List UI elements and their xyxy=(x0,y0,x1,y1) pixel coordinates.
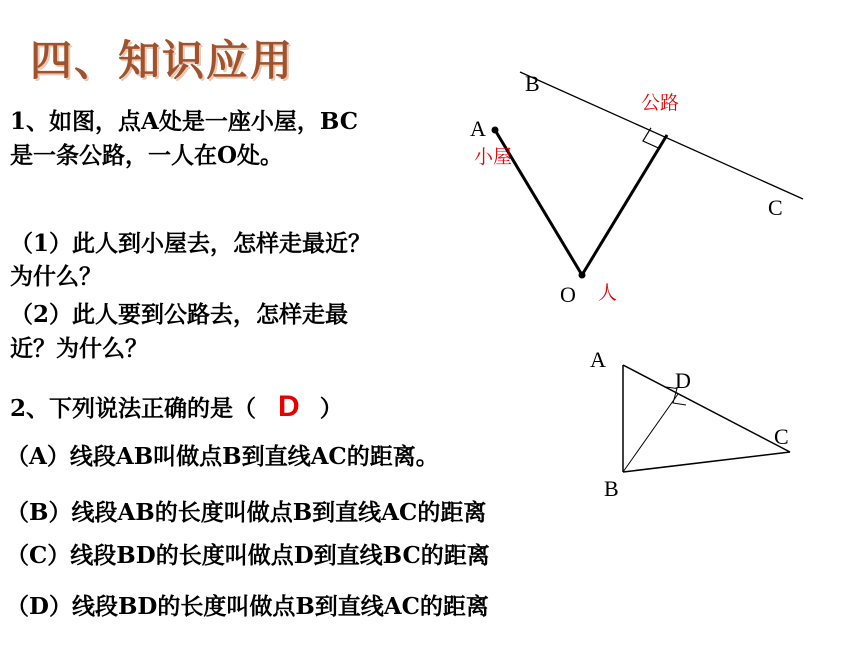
q1-sub1-line2: 为什么？ xyxy=(10,263,102,290)
fig1-house-label: 小屋 xyxy=(474,146,513,168)
q2-stem-prefix: 2、下列说法正确的是（ xyxy=(10,395,257,422)
segment-o-to-road xyxy=(582,135,667,275)
segment-ac xyxy=(623,365,790,452)
fig1-label-a: A xyxy=(470,116,486,141)
q2-option-c: （C）线段BD的长度叫做点D到直线BC的距离 xyxy=(6,542,490,569)
q2-option-a: （A）线段AB叫做点B到直线AC的距离。 xyxy=(6,443,439,470)
segment-bc xyxy=(623,452,790,472)
segment-bd xyxy=(623,394,678,472)
fig2-label-c: C xyxy=(774,424,789,449)
right-angle-mark-1 xyxy=(643,128,667,148)
q1-line1: 1、如图，点A处是一座小屋，BC xyxy=(10,108,359,135)
fig1-road-label: 公路 xyxy=(641,92,680,114)
fig1-label-o: O xyxy=(560,282,576,307)
q1-sub1-line1: （1）此人到小屋去，怎样走最近？ xyxy=(10,230,372,257)
fig1-person-label: 人 xyxy=(598,282,618,304)
q1-line2: 是一条公路，一人在O处。 xyxy=(10,142,284,169)
page-title: 四、知识应用 xyxy=(30,36,295,85)
fig2-label-d: D xyxy=(675,368,691,393)
fig2-label-a: A xyxy=(590,347,606,372)
q1-sub2-line1: （2）此人要到公路去，怎样走最 xyxy=(10,301,349,328)
q2-option-d: （D）线段BD的长度叫做点B到直线AC的距离 xyxy=(6,593,489,620)
fig1-label-b: B xyxy=(525,71,540,96)
fig1-label-c: C xyxy=(768,195,783,220)
q2-stem-suffix: ） xyxy=(319,395,343,422)
fig2-label-b: B xyxy=(604,476,619,501)
q2-option-b: （B）线段AB的长度叫做点B到直线AC的距离 xyxy=(6,499,487,526)
point-a-dot xyxy=(492,127,499,134)
q2-answer: D xyxy=(278,390,300,423)
point-o-dot xyxy=(579,272,586,279)
q1-sub2-line2: 近？为什么？ xyxy=(10,335,148,362)
